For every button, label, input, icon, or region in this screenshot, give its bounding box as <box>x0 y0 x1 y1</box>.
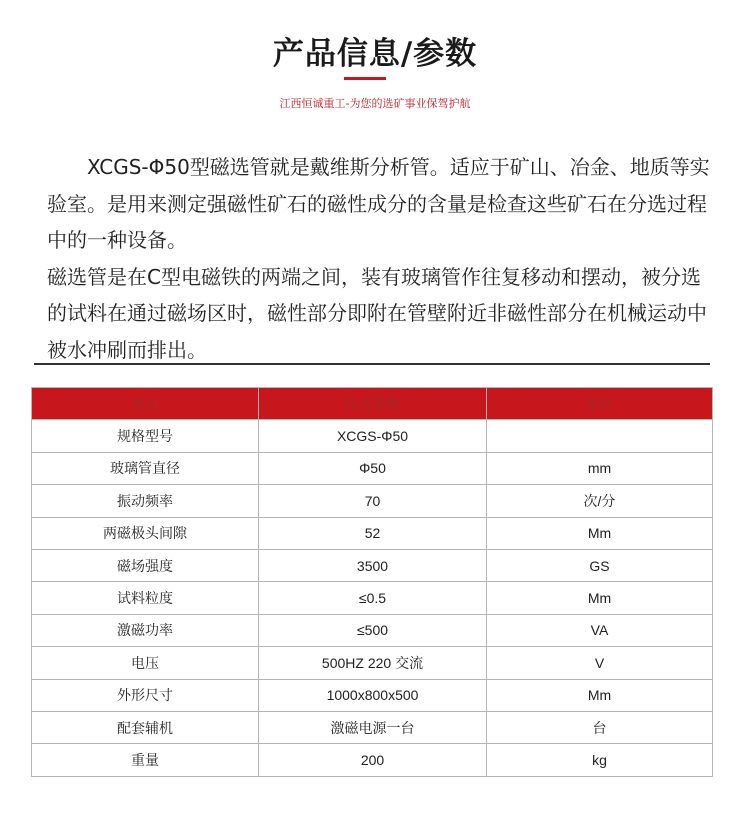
header-item: 项目 <box>32 388 259 420</box>
table-row <box>32 485 713 517</box>
row-value: Φ50 <box>259 452 487 484</box>
table-row <box>32 420 713 452</box>
row-unit <box>487 420 713 452</box>
row-value: 激磁电源一台 <box>259 711 487 743</box>
row-value: ≤0.5 <box>259 582 487 614</box>
row-value: XCGS-Φ50 <box>259 420 487 452</box>
row-unit: V <box>487 647 713 679</box>
row-value: 3500 <box>259 549 487 581</box>
intro-text <box>47 149 717 368</box>
table-header-row <box>32 388 713 420</box>
row-label: 振动频率 <box>32 485 259 517</box>
row-unit: Mm <box>487 679 713 711</box>
row-label: 外形尺寸 <box>32 679 259 711</box>
row-label: 激磁功率 <box>32 614 259 646</box>
spec-table <box>31 387 713 777</box>
table-row <box>32 582 713 614</box>
row-unit: 台 <box>487 711 713 743</box>
row-value: ≤500 <box>259 614 487 646</box>
row-label: 重量 <box>32 744 259 776</box>
table-row <box>32 452 713 484</box>
title-underline <box>344 77 386 80</box>
table-row <box>32 744 713 776</box>
table-row <box>32 711 713 743</box>
header-parameter: 技术参数 <box>259 388 487 420</box>
row-value: 500HZ 220 交流 <box>259 647 487 679</box>
page-subtitle: 江西恒诚重工-为您的选矿事业保驾护航 <box>279 97 471 110</box>
row-label: 玻璃管直径 <box>32 452 259 484</box>
intro-paragraph-2: 磁选管是在C型电磁铁的两端之间，装有玻璃管作往复移动和摆动，被分选的试料在通过磁场区时，磁性部分即附在管壁附近非磁性部分在机械运动中被水冲刷而排出。 <box>47 264 707 362</box>
row-unit: Mm <box>487 582 713 614</box>
page-title: 产品信息/参数 <box>272 36 478 72</box>
row-value: 52 <box>259 517 487 549</box>
row-unit: VA <box>487 614 713 646</box>
table-row <box>32 614 713 646</box>
row-label: 试料粒度 <box>32 582 259 614</box>
row-label: 电压 <box>32 647 259 679</box>
table-row <box>32 647 713 679</box>
row-unit: mm <box>487 452 713 484</box>
row-value: 200 <box>259 744 487 776</box>
row-value: 1000x800x500 <box>259 679 487 711</box>
row-label: 配套辅机 <box>32 711 259 743</box>
row-value: 70 <box>259 485 487 517</box>
row-unit: kg <box>487 744 713 776</box>
row-unit: 次/分 <box>487 485 713 517</box>
section-divider <box>34 363 710 365</box>
intro-paragraph-1: XCGS-Φ50型磁选管就是戴维斯分析管。适应于矿山、冶金、地质等实验室。是用来测定强磁性矿石的磁性成分的含量是检查这些矿石在分选过程中的一种设备。 <box>47 155 710 252</box>
row-unit: Mm <box>487 517 713 549</box>
row-unit: GS <box>487 549 713 581</box>
row-label: 两磁极头间隙 <box>32 517 259 549</box>
header-unit: 单位 <box>487 388 713 420</box>
table-row <box>32 679 713 711</box>
row-label: 规格型号 <box>32 420 259 452</box>
table-row <box>32 517 713 549</box>
row-label: 磁场强度 <box>32 549 259 581</box>
table-row <box>32 549 713 581</box>
